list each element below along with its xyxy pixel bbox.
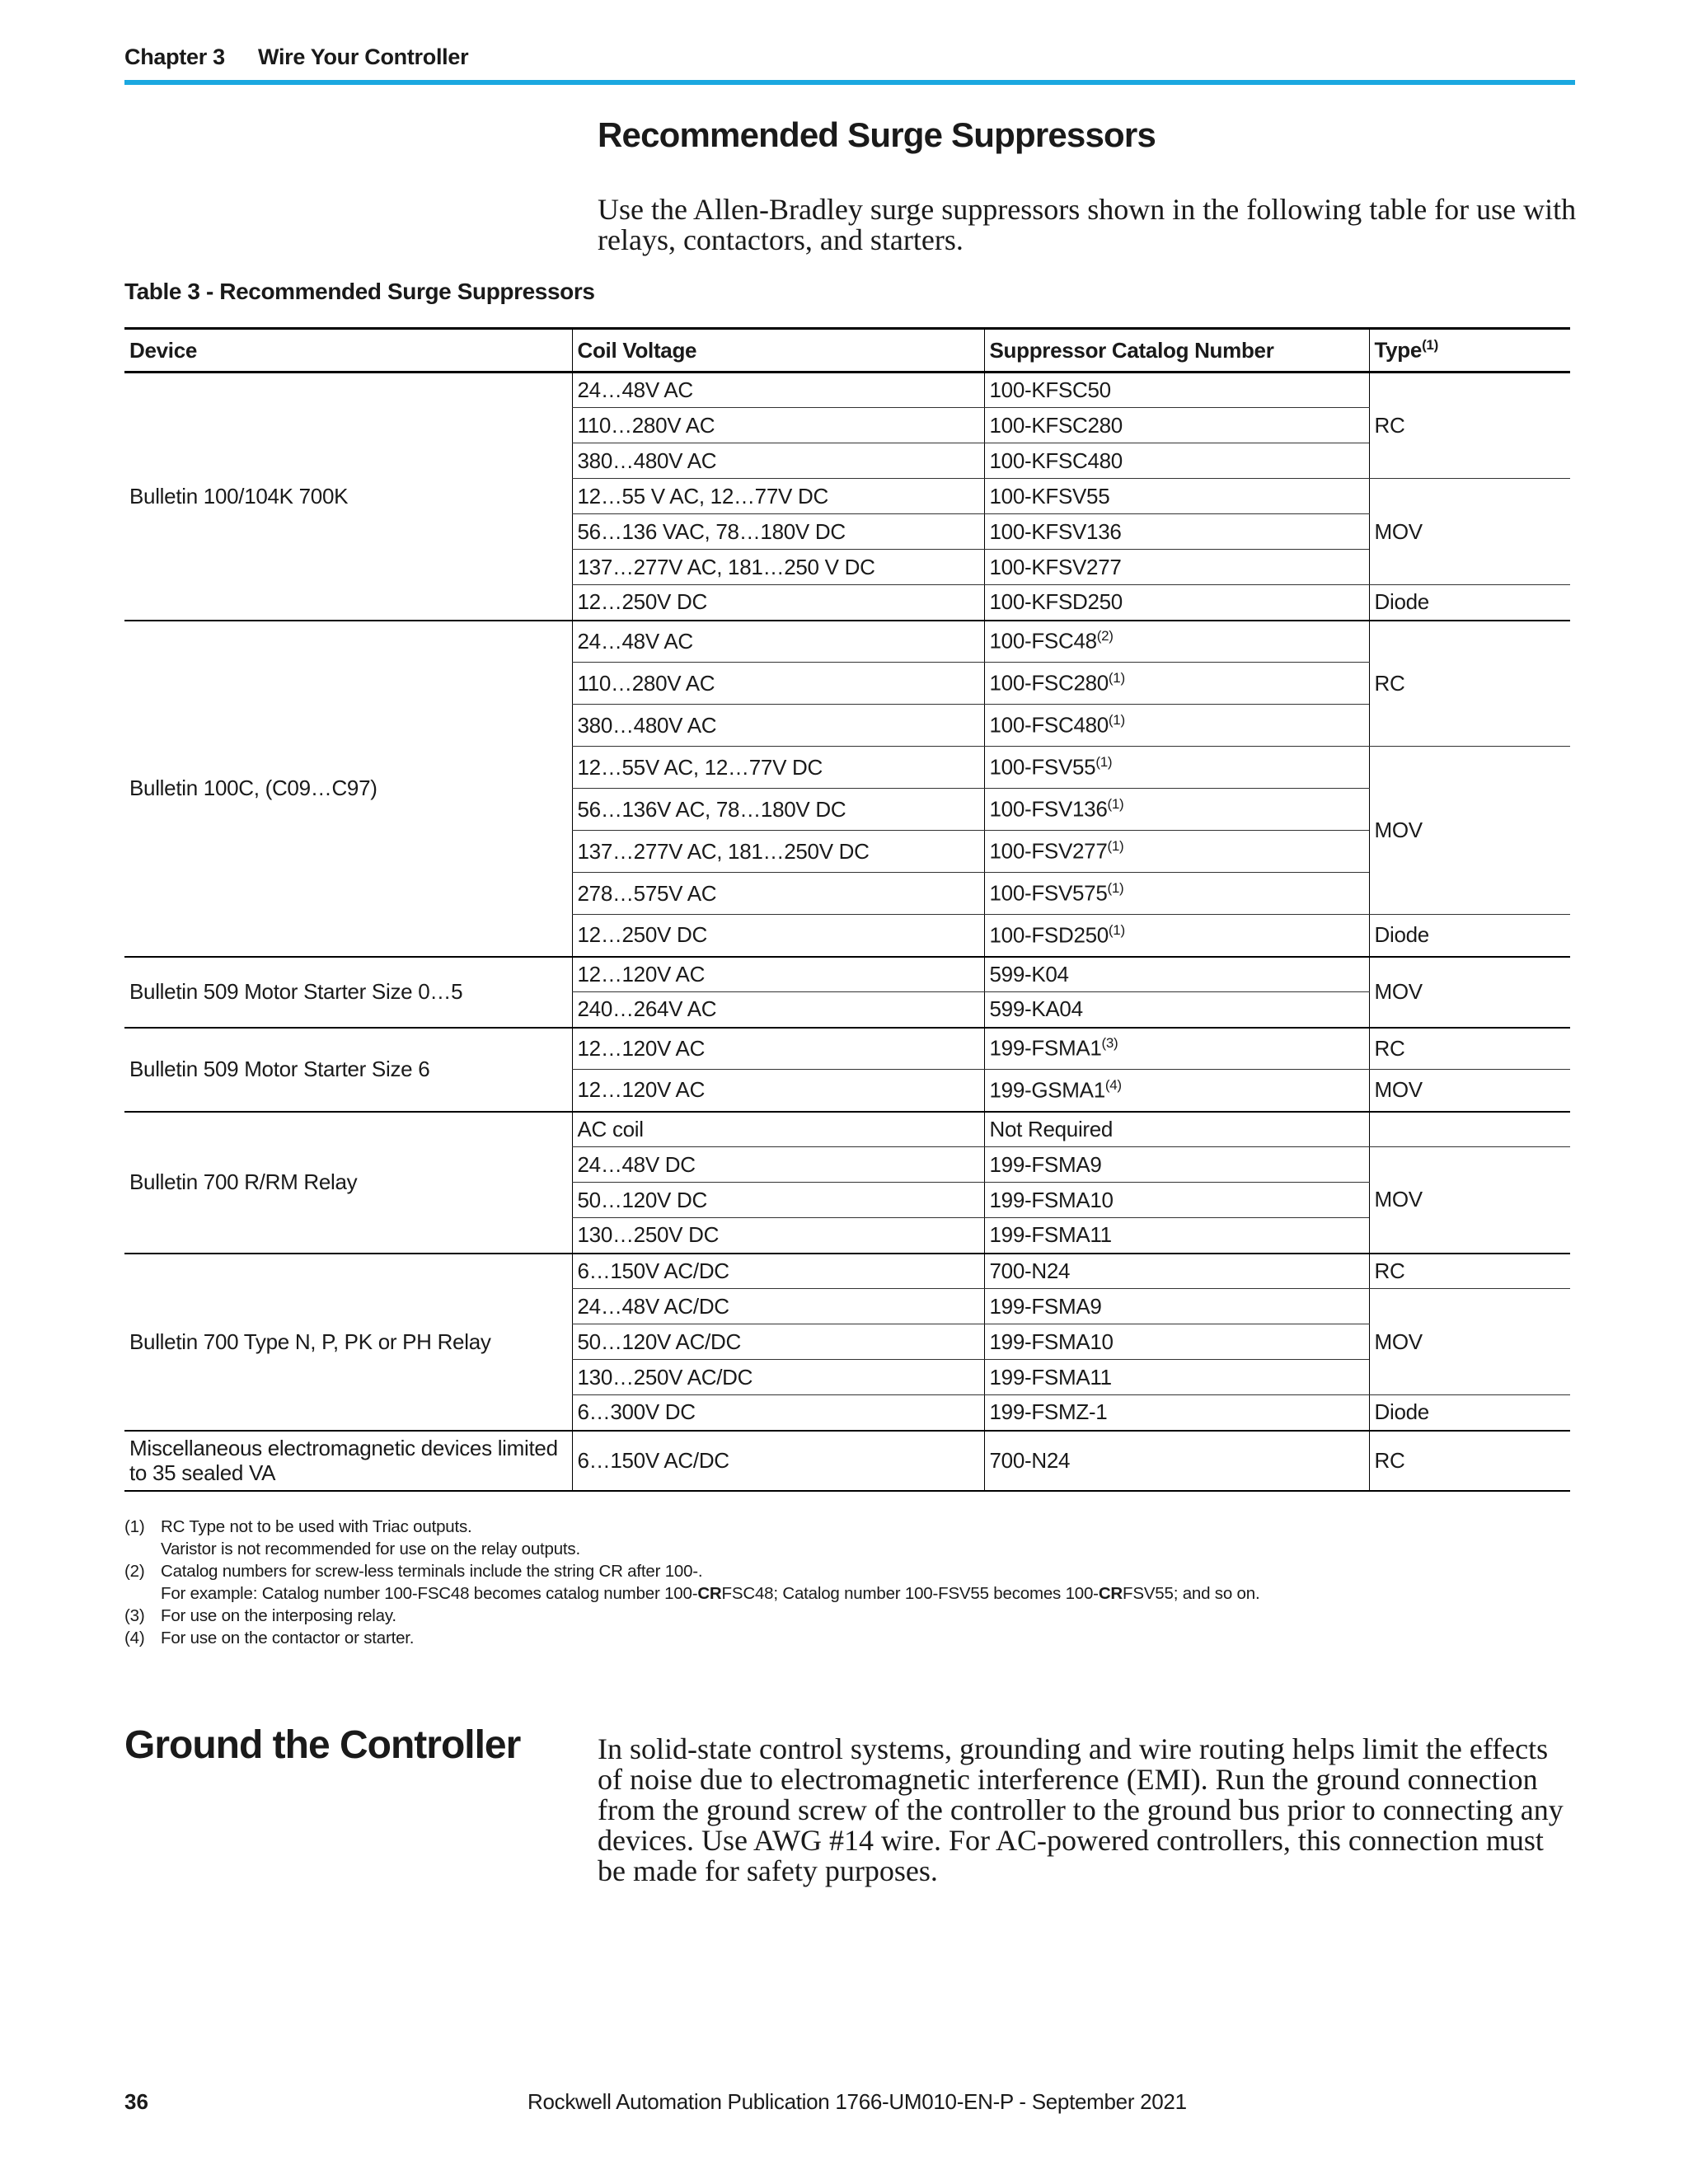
catalog-number: 100-FSD250 bbox=[989, 922, 1109, 948]
table-row bbox=[124, 1028, 1570, 1070]
table-footnotes bbox=[124, 1516, 1575, 1649]
type-cell: RC bbox=[1369, 1254, 1570, 1289]
catalog-number-cell bbox=[984, 915, 1369, 957]
table-row bbox=[124, 1431, 1570, 1491]
coil-voltage-cell: 137…277V AC, 181…250V DC bbox=[572, 831, 984, 873]
footnote-ref: (1) bbox=[1108, 670, 1125, 687]
catalog-number: 100-FSC48 bbox=[989, 629, 1097, 654]
catalog-number-cell bbox=[984, 957, 1369, 992]
catalog-number: 199-FSMZ-1 bbox=[989, 1399, 1108, 1425]
catalog-number: 599-K04 bbox=[989, 961, 1069, 987]
example-text: FSV55; and so on. bbox=[1123, 1584, 1260, 1603]
catalog-number-cell bbox=[984, 873, 1369, 915]
catalog-number: 199-FSMA9 bbox=[989, 1293, 1102, 1319]
catalog-number-cell bbox=[984, 1070, 1369, 1112]
device-cell: Bulletin 100C, (C09…C97) bbox=[124, 621, 572, 957]
footnote-number: (1) bbox=[124, 1517, 145, 1536]
chapter-number: Chapter 3 bbox=[124, 45, 225, 69]
footnote-text: RC Type not to be used with Triac outputs. bbox=[161, 1517, 472, 1536]
catalog-number: 199-FSMA9 bbox=[989, 1151, 1102, 1177]
device-cell: Bulletin 700 R/RM Relay bbox=[124, 1112, 572, 1254]
example-bold: CR bbox=[1098, 1584, 1123, 1603]
catalog-number: 199-FSMA11 bbox=[989, 1364, 1112, 1390]
coil-voltage-cell: 12…250V DC bbox=[572, 585, 984, 621]
catalog-number-cell bbox=[984, 585, 1369, 621]
catalog-number-cell bbox=[984, 373, 1369, 408]
coil-voltage-cell: 24…48V AC bbox=[572, 373, 984, 408]
footnote-ref: (1) bbox=[1095, 754, 1113, 771]
catalog-number: 100-KFSV55 bbox=[989, 483, 1110, 509]
coil-voltage-cell: 110…280V AC bbox=[572, 663, 984, 705]
footnote-number: (2) bbox=[124, 1562, 145, 1581]
catalog-number-cell bbox=[984, 663, 1369, 705]
footnote-ref: (3) bbox=[1101, 1035, 1118, 1052]
footnote-3 bbox=[124, 1605, 1575, 1627]
coil-voltage-cell: 12…120V AC bbox=[572, 957, 984, 992]
section-title: Recommended Surge Suppressors bbox=[598, 115, 1156, 154]
catalog-number-cell bbox=[984, 479, 1369, 514]
header-coil-voltage: Coil Voltage bbox=[572, 329, 984, 373]
table-row bbox=[124, 373, 1570, 408]
coil-voltage-cell: 24…48V AC/DC bbox=[572, 1289, 984, 1324]
type-cell: MOV bbox=[1369, 1070, 1570, 1112]
footnote-ref: (1) bbox=[1107, 880, 1124, 897]
catalog-number-cell bbox=[984, 1431, 1369, 1491]
coil-voltage-cell: 24…48V DC bbox=[572, 1147, 984, 1183]
footnote-text: Catalog numbers for screw-less terminals include the string CR after 100-. bbox=[161, 1562, 703, 1581]
footnote-2 bbox=[124, 1560, 1575, 1605]
catalog-number: 100-KFSV277 bbox=[989, 554, 1122, 579]
catalog-number: 100-KFSD250 bbox=[989, 589, 1123, 615]
catalog-number: 100-FSV55 bbox=[989, 754, 1096, 780]
type-cell bbox=[1369, 1112, 1570, 1147]
type-cell: MOV bbox=[1369, 747, 1570, 915]
catalog-number: 700-N24 bbox=[989, 1447, 1071, 1473]
catalog-number: 100-FSV277 bbox=[989, 838, 1108, 864]
catalog-number-cell bbox=[984, 705, 1369, 747]
footnote-ref: (1) bbox=[1108, 712, 1125, 729]
example-bold: CR bbox=[697, 1584, 722, 1603]
catalog-number-cell bbox=[984, 1183, 1369, 1218]
footnote-text: For use on the contactor or starter. bbox=[161, 1629, 415, 1647]
catalog-number: 199-FSMA11 bbox=[989, 1222, 1112, 1248]
device-cell: Bulletin 509 Motor Starter Size 6 bbox=[124, 1028, 572, 1112]
table-row bbox=[124, 957, 1570, 992]
coil-voltage-cell: 130…250V DC bbox=[572, 1218, 984, 1254]
coil-voltage-cell: 130…250V AC/DC bbox=[572, 1360, 984, 1395]
footnote-number: (4) bbox=[124, 1629, 145, 1647]
header-type-note: (1) bbox=[1422, 337, 1438, 354]
catalog-number: 100-FSV136 bbox=[989, 796, 1108, 822]
footnote-ref: (1) bbox=[1108, 921, 1125, 938]
footnote-4 bbox=[124, 1627, 1575, 1649]
coil-voltage-cell: 56…136 VAC, 78…180V DC bbox=[572, 514, 984, 550]
coil-voltage-cell: 380…480V AC bbox=[572, 443, 984, 479]
device-cell: Bulletin 700 Type N, P, PK or PH Relay bbox=[124, 1254, 572, 1431]
header-type bbox=[1369, 329, 1570, 373]
header-catalog-number: Suppressor Catalog Number bbox=[984, 329, 1369, 373]
coil-voltage-cell: AC coil bbox=[572, 1112, 984, 1147]
device-cell: Miscellaneous electromagnetic devices limited to 35 sealed VA bbox=[124, 1431, 572, 1491]
page-header bbox=[124, 41, 1575, 86]
table-row bbox=[124, 1254, 1570, 1289]
catalog-number: 199-FSMA1 bbox=[989, 1036, 1102, 1062]
table-row bbox=[124, 1112, 1570, 1147]
catalog-number: 599-KA04 bbox=[989, 996, 1083, 1022]
catalog-number-cell bbox=[984, 1324, 1369, 1360]
catalog-number: 199-GSMA1 bbox=[989, 1077, 1105, 1103]
type-cell: Diode bbox=[1369, 915, 1570, 957]
coil-voltage-cell: 50…120V DC bbox=[572, 1183, 984, 1218]
type-cell: Diode bbox=[1369, 1395, 1570, 1431]
catalog-number: 100-KFSV136 bbox=[989, 518, 1122, 544]
publication-info: Rockwell Automation Publication 1766-UM010-EN-P - September 2021 bbox=[528, 2089, 1187, 2114]
footnote-number: (3) bbox=[124, 1606, 145, 1625]
table-caption: Table 3 - Recommended Surge Suppressors bbox=[124, 279, 595, 304]
type-cell: RC bbox=[1369, 1028, 1570, 1070]
coil-voltage-cell: 24…48V AC bbox=[572, 621, 984, 663]
coil-voltage-cell: 56…136V AC, 78…180V DC bbox=[572, 789, 984, 831]
catalog-number-cell bbox=[984, 1028, 1369, 1070]
coil-voltage-cell: 380…480V AC bbox=[572, 705, 984, 747]
footnote-ref: (2) bbox=[1096, 628, 1114, 644]
table-header-row bbox=[124, 329, 1570, 373]
footnote-ref: (1) bbox=[1107, 796, 1124, 813]
catalog-number-cell bbox=[984, 408, 1369, 443]
catalog-number: 100-KFSC480 bbox=[989, 448, 1123, 473]
footnote-1 bbox=[124, 1516, 1575, 1560]
footnote-text: Varistor is not recommended for use on the relay outputs. bbox=[161, 1540, 580, 1558]
example-text: FSC48; Catalog number 100-FSV55 becomes 100- bbox=[721, 1584, 1099, 1603]
type-cell: RC bbox=[1369, 1431, 1570, 1491]
catalog-number-cell bbox=[984, 514, 1369, 550]
type-cell: MOV bbox=[1369, 479, 1570, 585]
header-device: Device bbox=[124, 329, 572, 373]
catalog-number-cell bbox=[984, 831, 1369, 873]
coil-voltage-cell: 137…277V AC, 181…250 V DC bbox=[572, 550, 984, 585]
coil-voltage-cell: 240…264V AC bbox=[572, 992, 984, 1028]
catalog-number: 100-KFSC50 bbox=[989, 377, 1111, 402]
catalog-number-cell bbox=[984, 1147, 1369, 1183]
type-cell: Diode bbox=[1369, 585, 1570, 621]
header-rule bbox=[124, 80, 1575, 85]
type-cell: MOV bbox=[1369, 1289, 1570, 1395]
footnote-ref: (1) bbox=[1107, 838, 1124, 855]
footnote-ref: (4) bbox=[1104, 1076, 1122, 1093]
surge-suppressor-table bbox=[124, 327, 1570, 1492]
catalog-number-cell bbox=[984, 550, 1369, 585]
catalog-number: 700-N24 bbox=[989, 1258, 1071, 1283]
catalog-number: 199-FSMA10 bbox=[989, 1329, 1114, 1354]
catalog-number-cell bbox=[984, 1112, 1369, 1147]
catalog-number-cell bbox=[984, 992, 1369, 1028]
device-cell: Bulletin 100/104K 700K bbox=[124, 373, 572, 621]
footnote-text: For use on the interposing relay. bbox=[161, 1606, 396, 1625]
ground-section-title: Ground the Controller bbox=[124, 1723, 521, 1767]
page-number: 36 bbox=[124, 2089, 148, 2114]
coil-voltage-cell: 6…150V AC/DC bbox=[572, 1431, 984, 1491]
catalog-number-cell bbox=[984, 1395, 1369, 1431]
catalog-number-cell bbox=[984, 443, 1369, 479]
type-cell: RC bbox=[1369, 621, 1570, 747]
ground-section-body: In solid-state control systems, grounding and wire routing helps limit the effects of noise due to electromagnetic interference (EMI). Run the ground connection from the ground screw of the controller to the ground bus prior to connecting any devices. Use AWG #14 wire. For AC-powered controllers, this connection must be made for safety purposes. bbox=[598, 1732, 1564, 1887]
coil-voltage-cell: 50…120V AC/DC bbox=[572, 1324, 984, 1360]
footnote-example bbox=[161, 1584, 1259, 1603]
table-row bbox=[124, 621, 1570, 663]
catalog-number-cell bbox=[984, 1218, 1369, 1254]
catalog-number: 100-FSC480 bbox=[989, 712, 1109, 738]
coil-voltage-cell: 6…150V AC/DC bbox=[572, 1254, 984, 1289]
device-cell: Bulletin 509 Motor Starter Size 0…5 bbox=[124, 957, 572, 1028]
catalog-number: 100-FSV575 bbox=[989, 880, 1108, 906]
type-cell: MOV bbox=[1369, 957, 1570, 1028]
catalog-number-cell bbox=[984, 747, 1369, 789]
catalog-number-cell bbox=[984, 621, 1369, 663]
coil-voltage-cell: 12…120V AC bbox=[572, 1028, 984, 1070]
type-cell: MOV bbox=[1369, 1147, 1570, 1254]
catalog-number-cell bbox=[984, 1360, 1369, 1395]
intro-paragraph: Use the Allen-Bradley surge suppressors shown in the following table for use with relays, contactors, and starters. bbox=[598, 193, 1577, 256]
coil-voltage-cell: 6…300V DC bbox=[572, 1395, 984, 1431]
coil-voltage-cell: 12…250V DC bbox=[572, 915, 984, 957]
catalog-number-cell bbox=[984, 1289, 1369, 1324]
catalog-number: 199-FSMA10 bbox=[989, 1187, 1114, 1212]
type-cell: RC bbox=[1369, 373, 1570, 479]
coil-voltage-cell: 12…55V AC, 12…77V DC bbox=[572, 747, 984, 789]
catalog-number: 100-KFSC280 bbox=[989, 412, 1123, 438]
catalog-number: 100-FSC280 bbox=[989, 670, 1109, 696]
catalog-number-cell bbox=[984, 789, 1369, 831]
catalog-number: Not Required bbox=[989, 1116, 1114, 1141]
chapter-title: Wire Your Controller bbox=[258, 45, 469, 69]
coil-voltage-cell: 12…55 V AC, 12…77V DC bbox=[572, 479, 984, 514]
catalog-number-cell bbox=[984, 1254, 1369, 1289]
coil-voltage-cell: 110…280V AC bbox=[572, 408, 984, 443]
header-type-label: Type bbox=[1374, 337, 1423, 363]
coil-voltage-cell: 12…120V AC bbox=[572, 1070, 984, 1112]
example-text: For example: Catalog number 100-FSC48 becomes catalog number 100- bbox=[161, 1584, 698, 1603]
coil-voltage-cell: 278…575V AC bbox=[572, 873, 984, 915]
